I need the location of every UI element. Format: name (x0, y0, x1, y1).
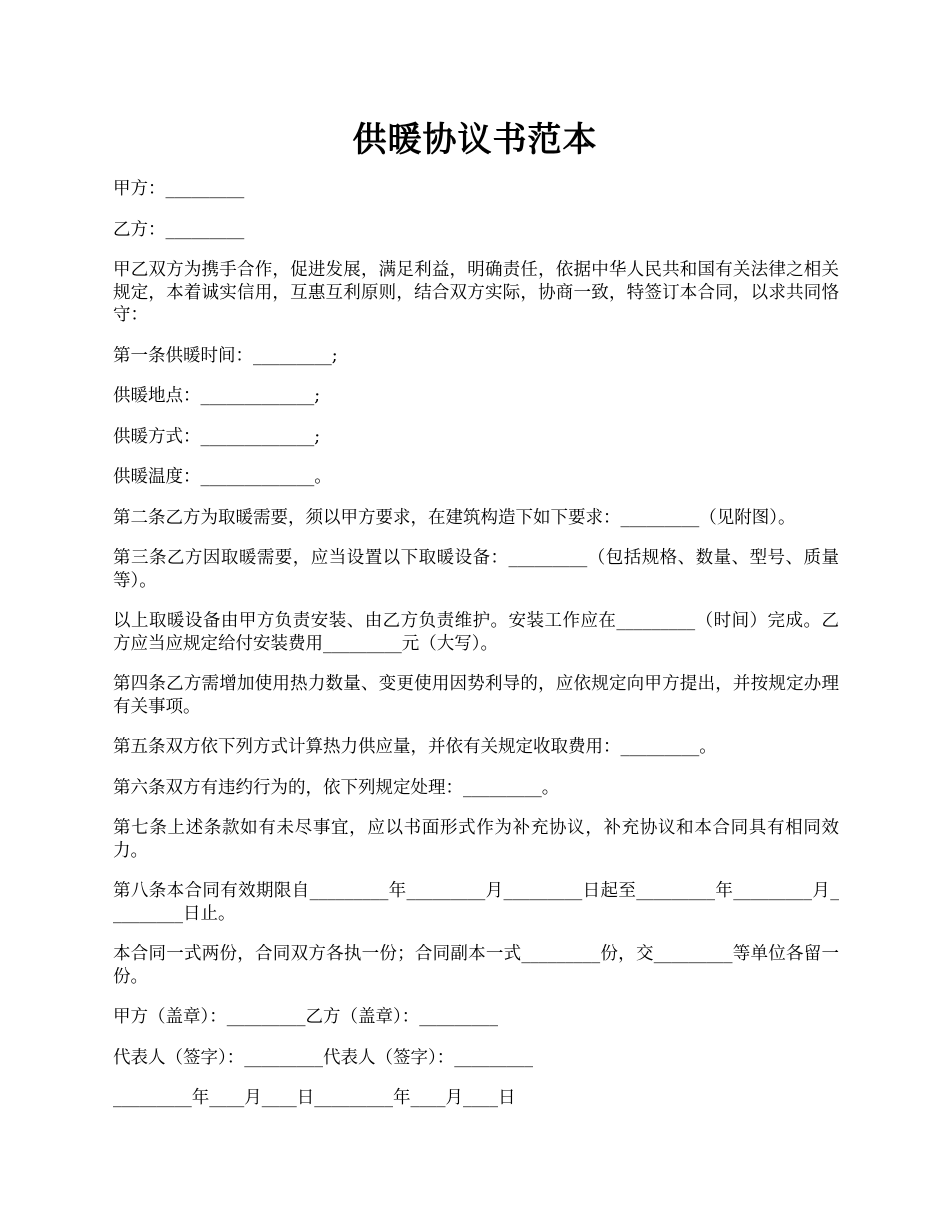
seal-line: 甲方（盖章）：_________乙方（盖章）：_________ (113, 1007, 498, 1027)
heating-method-line: 供暖方式：_____________; (113, 426, 321, 447)
preamble-paragraph: 甲乙双方为携手合作，促进发展，满足利益，明确责任，依据中华人民共和国有关法律之相关规定，本着诚实信用，互惠互利原则，结合双方实际，协商一致，特签订本合同，以求共同恪守： (113, 260, 839, 325)
article-8-paragraph: 第八条本合同有效期限自_________年_________月_________日起至_________年_________月_________日止。 (113, 881, 839, 924)
party-b-line: 乙方：_________ (113, 219, 245, 240)
installation-paragraph: 以上取暖设备由甲方负责安装、由乙方负责维护。安装工作应在_________（时间）完成。乙方应当应规定给付安装费用_________元（大写）。 (113, 611, 839, 654)
article-3-paragraph: 第三条乙方因取暖需要，应当设置以下取暖设备：_________（包括规格、数量、型号、质量等）。 (113, 548, 839, 591)
article-7-paragraph: 第七条上述条款如有未尽事宜，应以书面形式作为补充协议，补充协议和本合同具有相同效力。 (113, 818, 839, 861)
document-body (113, 178, 839, 1128)
heating-location-line: 供暖地点：_____________; (113, 386, 321, 406)
heating-temperature-line: 供暖温度：_____________。 (113, 467, 332, 487)
article-2-paragraph: 第二条乙方为取暖需要，须以甲方要求，在建筑构造下如下要求：_________（见附图）。 (113, 507, 796, 528)
copies-paragraph: 本合同一式两份，合同双方各执一份；合同副本一式_________份，交_________等单位各留一份。 (113, 944, 839, 987)
article-5-paragraph: 第五条双方依下列方式计算热力供应量，并依有关规定收取费用：_________。 (113, 737, 717, 757)
article-6-paragraph: 第六条双方有违约行为的，依下列规定处理：_________。 (113, 777, 560, 798)
document-title: 供暖协议书范本 (352, 120, 598, 160)
party-a-line: 甲方：_________ (113, 179, 245, 199)
representative-signature-line: 代表人（签字）：_________代表人（签字）：_________ (113, 1047, 533, 1068)
date-line: _________年____月____日_________年____月____日 (113, 1088, 516, 1108)
article-4-paragraph: 第四条乙方需增加使用热力数量、变更使用因势利导的，应依规定向甲方提出，并按规定办理有关事项。 (113, 674, 839, 717)
article-1-heating-time: 第一条供暖时间：_________; (113, 345, 338, 366)
